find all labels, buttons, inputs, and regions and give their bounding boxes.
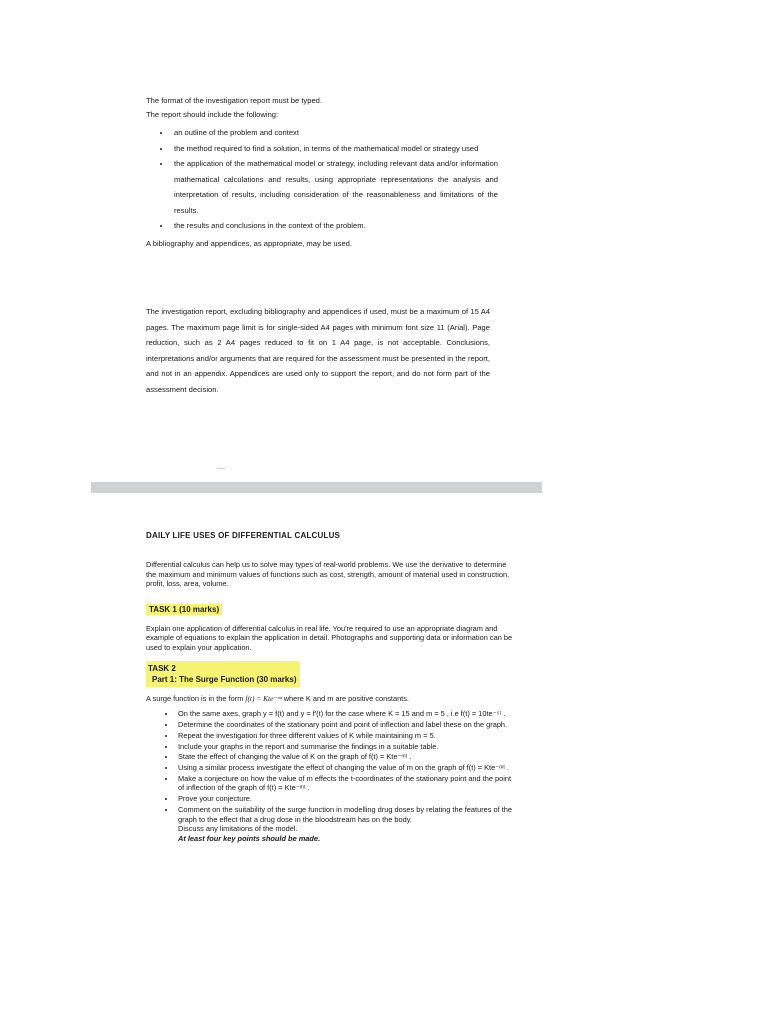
list-item: • Using a similar process investigate the effect of changing the value of m on the graph of f(t) = Kte⁻ᵐᵗ . [176,763,518,773]
list-item: • Prove your conjecture. [176,794,518,804]
task1-text: Explain one application of differential calculus in real life. You're required to use an appropriate diagram and example of equations to explain the application in detail. Photographs and supporting data or information can be used to explain your application. [146,623,513,652]
suitability-text: Comment on the suitability of the surge function in modelling drug doses by relating the features of the graph to the effect that a drug dose in the bloodstream has on the body. [178,805,513,824]
list-item: • the results and conclusions in the context of the problem. [171,218,498,234]
include-line: The report should include the following: [146,110,279,119]
list-item: • Determine the coordinates of the stationary point and point of inflection and label these on the graph. [176,720,518,730]
task2-list [146,709,518,843]
task2-label-wrap [146,661,518,687]
list-item: • Include your graphs in the report and summarise the findings in a suitable table. [176,742,518,752]
part1-label: Part 1: The Surge Function (30 marks) [152,674,297,684]
list-item: • the method required to find a solution, in terms of the mathematical model or strategy used [171,141,498,157]
task1-label-wrap [146,599,518,617]
bibliography-note: A bibliography and appendices, as appropriate, may be used. [146,238,353,248]
task2-label: TASK 2 [148,663,176,673]
requirements-list [146,125,498,234]
task-sheet [146,531,518,845]
list-item: • Make a conjecture on how the value of m effects the t-coordinates of the stationary point and the point of inflection of the graph of f(t) = Kte⁻ᵐᵗ . [176,774,518,793]
surge-intro-start: A surge function is in the form [146,693,244,703]
list-item: • Repeat the investigation for three different values of K while maintaining m = 5. [176,731,518,741]
list-item: • the application of the mathematical model or strategy, including relevant data and/or information mathematical calculations and results, using appropriate representations the analysis and interpretation of results, including consideration of the reasonableness and limitations of the results. [171,156,498,218]
surge-intro-end: where K and m are positive constants. [283,693,409,703]
format-line: The format of the investigation report must be typed. [146,96,323,105]
list-item: • On the same axes, graph y = f(t) and y = f′(t) for the case where K = 15 and m = 5 , i.e f(t) = 10te⁻⁵ᵗ . [176,709,518,719]
page-mark [217,468,225,469]
surge-formula: f(t) = Kte⁻ᵐᵗ [245,693,282,703]
list-item [176,805,518,843]
task-sheet-heading: DAILY LIFE USES OF DIFFERENTIAL CALCULUS [146,531,341,540]
task1-label: TASK 1 (10 marks) [146,604,222,615]
limitations-text: Discuss any limitations of the model. [178,824,298,834]
surge-intro [146,694,518,704]
list-item: • State the effect of changing the value of K on the graph of f(t) = Kte⁻ᵐᵗ . [176,752,518,762]
length-rules-paragraph: The investigation report, excluding bibliography and appendices if used, must be a maximum of 15 A4 pages. The maximum page limit is for single-sided A4 pages with minimum font size 11 (Arial). Page reduction, such as 2 A4 pages reduced to fit on 1 A4 page, is not acceptable. Conclusions, interpretations and/or arguments that are required for the assessment must be presented in the report, and not in an appendix. Appendices are used only to support the report, and do not form part of the assessment decision. [146,307,490,394]
key-points-text: At least four key points should be made. [178,833,321,843]
report-format-section [146,94,498,251]
intro-paragraph: Differential calculus can help us to solve may types of real-world problems. We use the derivative to determine the maximum and minimum values of functions such as cost, strength, amount of material used in construction, profit, loss, area, volume. [146,560,510,589]
list-item: • an outline of the problem and context [171,125,498,141]
task2-highlight [146,661,300,687]
page-divider [91,482,542,493]
